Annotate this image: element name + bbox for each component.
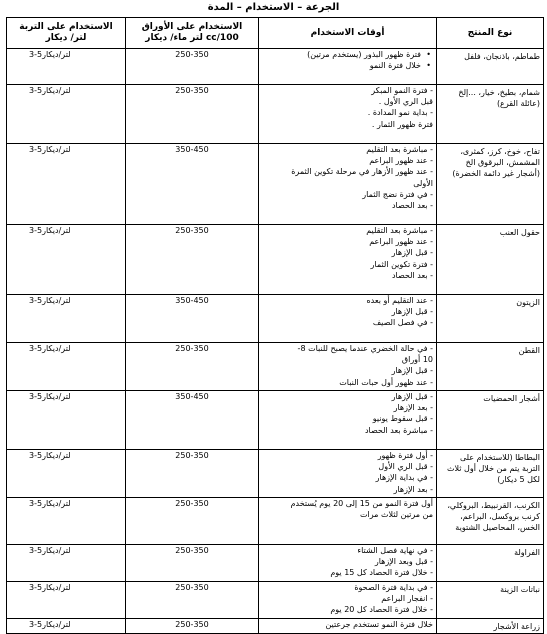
- usage-time-item: - فترة تكوين الثمار: [370, 259, 433, 269]
- usage-time-item: - في فصل الصيف: [372, 318, 433, 328]
- usage-times-cell: [259, 295, 437, 343]
- soil-dose-cell: 3-5لتر/ديكار: [7, 225, 126, 295]
- soil-dose-cell: 3-5لتر/ديكار: [7, 343, 126, 391]
- usage-times-cell: [259, 450, 437, 498]
- usage-time-item: فترة ظهور الثمار .: [371, 119, 433, 129]
- usage-times-cell: [259, 498, 437, 545]
- header-times: أوقات الاستخدام: [259, 18, 437, 49]
- usage-time-item: أول فترة النمو من 15 إلى 20 يوم يُستخدم: [290, 499, 433, 508]
- usage-times-cell: [259, 391, 437, 450]
- dosage-table: [6, 17, 544, 634]
- usage-time-item: - عند التقليم أو بعده: [366, 296, 433, 305]
- usage-times-cell: [259, 619, 437, 634]
- usage-times-cell: [259, 545, 437, 582]
- product-cell: الزيتون: [437, 295, 544, 343]
- product-cell: نباتات الزينة: [437, 582, 544, 619]
- table-header-row: [7, 18, 544, 49]
- soil-dose-cell: 3-5لتر/ديكار: [7, 391, 126, 450]
- foliar-dose-cell: 250-350: [126, 343, 259, 391]
- header-product: نوع المنتج: [437, 18, 544, 49]
- usage-time-item: - قبل الإزهار: [391, 392, 433, 401]
- usage-time-item: - بداية نمو المدادة .: [367, 108, 433, 118]
- product-cell: الفراولة: [437, 545, 544, 582]
- usage-time-item: - قبل الإزهار: [391, 366, 433, 376]
- usage-time-item: - قبل الإزهار: [391, 307, 433, 317]
- usage-times-cell: [259, 582, 437, 619]
- foliar-dose-cell: 350-450: [126, 391, 259, 450]
- soil-dose-cell: 3-5لتر/ديكار: [7, 450, 126, 498]
- soil-dose-cell: 3-5لتر/ديكار: [7, 295, 126, 343]
- table-row: [7, 295, 544, 343]
- table-row: [7, 144, 544, 225]
- usage-times-cell: [259, 85, 437, 144]
- header-foliar: الاستخدام على الأوراق cc/100 لتر ماء/ ديكار: [126, 18, 259, 49]
- product-cell: شمام، بطيخ، خيار، ...إلخ (عائلة القرع): [437, 85, 544, 144]
- soil-dose-cell: 3-5لتر/ديكار: [7, 619, 126, 634]
- usage-time-item: - خلال فترة الحصاد كل 20 يوم: [330, 605, 433, 615]
- usage-times-cell: [259, 144, 437, 225]
- usage-time-item: - عند ظهور أول حبات النبات: [339, 377, 433, 387]
- usage-time-item: - انفجار البراعم: [381, 594, 433, 604]
- table-row: [7, 391, 544, 450]
- usage-time-item: قبل الري الأول .: [378, 97, 433, 107]
- product-cell: القطن: [437, 343, 544, 391]
- usage-times-cell: [259, 343, 437, 391]
- foliar-dose-cell: 250-350: [126, 498, 259, 545]
- usage-time-item: - عند ظهور الأزهار في مرحلة تكوين الثمرة: [291, 167, 433, 177]
- usage-time-item: - مباشرة بعد التقليم: [366, 145, 433, 154]
- soil-dose-cell: 3-5لتر/ديكار: [7, 582, 126, 619]
- table-row: [7, 498, 544, 545]
- product-cell: زراعة الأشجار: [437, 619, 544, 634]
- header-soil: الاستخدام على التربة لتر/ ديكار: [7, 18, 126, 49]
- table-body: [7, 49, 544, 634]
- table-row: [7, 545, 544, 582]
- table-row: [7, 582, 544, 619]
- usage-time-item: الأولى: [413, 178, 433, 188]
- product-cell: أشجار الحمضيات: [437, 391, 544, 450]
- product-cell: البطاطا (للاستخدام على التربة يتم من خلال أول ثلاث لكل 5 ديكار): [437, 450, 544, 498]
- usage-times-cell: [259, 49, 437, 85]
- soil-dose-cell: 3-5لتر/ديكار: [7, 49, 126, 85]
- usage-time-item: - بعد الحصاد: [391, 270, 433, 280]
- foliar-dose-cell: 250-350: [126, 85, 259, 144]
- product-cell: طماطم، باذنجان، فلفل: [437, 49, 544, 85]
- usage-time-item: 10 أوراق: [401, 355, 433, 365]
- usage-time-item: • خلال فترة النمو: [262, 60, 433, 71]
- usage-time-item: - قبل وبعد الإزهار: [374, 557, 433, 567]
- usage-time-item: - أول فترة ظهور: [377, 451, 433, 460]
- usage-time-item: خلال فترة النمو تستخدم جرعتين: [325, 620, 433, 629]
- table-row: [7, 450, 544, 498]
- foliar-dose-cell: 350-450: [126, 144, 259, 225]
- soil-dose-cell: 3-5لتر/ديكار: [7, 545, 126, 582]
- usage-time-item: - عند ظهور البراعم: [369, 237, 433, 247]
- usage-time-item: - في حالة الخضري عندما يصبح للنبات 8-: [297, 344, 433, 353]
- table-row: [7, 85, 544, 144]
- soil-dose-cell: 3-5لتر/ديكار: [7, 498, 126, 545]
- product-cell: الكرنب، القرنبيط، البروكلي، كرنب بروكسل، البراعم، الخس، المحاصيل الشتوية: [437, 498, 544, 545]
- usage-time-item: - مباشرة بعد الحصاد: [364, 425, 433, 435]
- usage-time-item: - بعد الحصاد: [391, 201, 433, 211]
- usage-time-item: - عند ظهور البراعم: [369, 156, 433, 166]
- usage-time-item: - في نهاية فصل الشتاء: [357, 546, 433, 555]
- usage-times-cell: [259, 225, 437, 295]
- soil-dose-cell: 3-5لتر/ديكار: [7, 144, 126, 225]
- product-cell: حقول العنب: [437, 225, 544, 295]
- foliar-dose-cell: 250-350: [126, 225, 259, 295]
- table-row: [7, 619, 544, 634]
- foliar-dose-cell: 250-350: [126, 450, 259, 498]
- usage-time-item: من مرتين لثلاث مرات: [359, 510, 433, 520]
- foliar-dose-cell: 250-350: [126, 49, 259, 85]
- table-row: [7, 225, 544, 295]
- foliar-dose-cell: 250-350: [126, 582, 259, 619]
- usage-time-item: - في بداية فترة الصحوة: [354, 583, 433, 592]
- usage-time-item: - في فترة نضج الثمار: [362, 189, 433, 199]
- usage-time-item: - بعد الإزهار: [393, 484, 433, 494]
- table-row: [7, 343, 544, 391]
- usage-time-item: • فترة ظهور البذور (يستخدم مرتين): [262, 49, 433, 60]
- usage-time-item: - مباشرة بعد التقليم: [366, 226, 433, 235]
- document-title: الجرعة – الاستخدام – المدة: [207, 2, 340, 13]
- usage-time-item: - قبل سقوط يونيو: [372, 414, 433, 424]
- foliar-dose-cell: 250-350: [126, 619, 259, 634]
- table-row: [7, 49, 544, 85]
- foliar-dose-cell: 350-450: [126, 295, 259, 343]
- soil-dose-cell: 3-5لتر/ديكار: [7, 85, 126, 144]
- usage-time-item: - في بداية الإزهار: [375, 473, 433, 483]
- usage-time-item: - فترة النمو المبكر: [371, 86, 433, 95]
- foliar-dose-cell: 250-350: [126, 545, 259, 582]
- product-cell: تفاح، خوخ، كرز، كمثرى، المشمش، البرقوق الخ (أشجار غير دائمة الخضرة): [437, 144, 544, 225]
- usage-time-item: - قبل الري الأول: [378, 462, 433, 472]
- usage-time-item: - بعد الإزهار: [393, 403, 433, 413]
- usage-time-item: - خلال فترة الحصاد كل 15 يوم: [330, 568, 433, 578]
- usage-time-item: - قبل الإزهار: [391, 248, 433, 258]
